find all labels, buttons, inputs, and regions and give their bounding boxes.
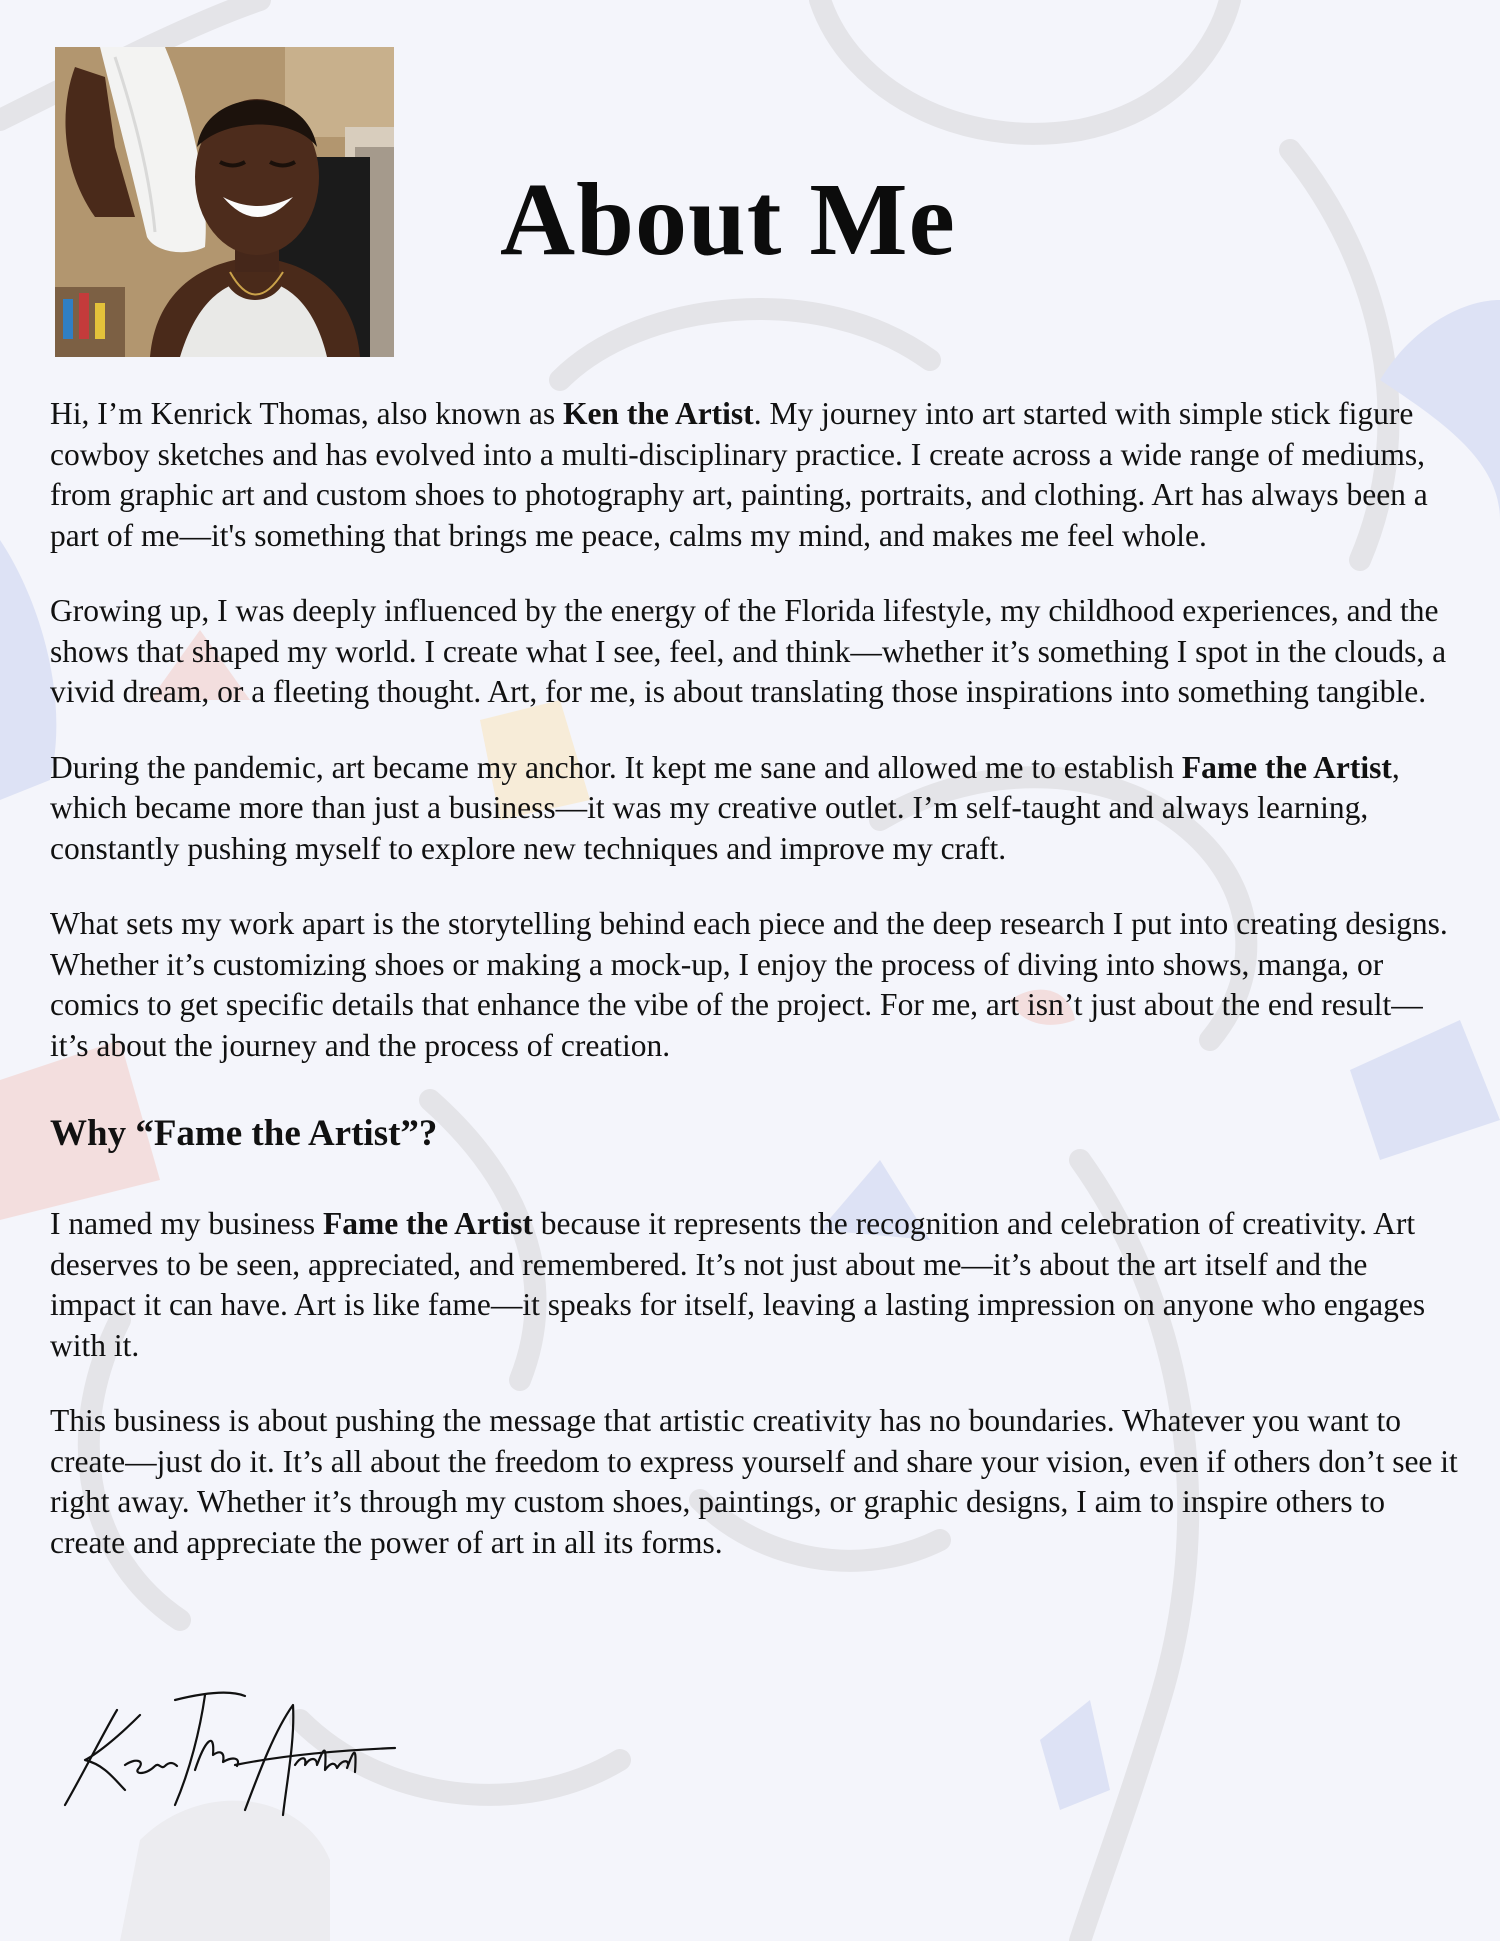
paragraph-text: because it represents the recognition and celebration of creativity. Art deserves to be seen, appreciated, and remembered. It’s not just about me—it’s about the art itself and the impact it can have. Art is like fame—it speaks for itself, leaving a lasting impression on anyone who engages with it.	[50, 1206, 1426, 1363]
paragraph-text: . My journey into art started with simple stick figure cowboy sketches and has evolved into a multi-disciplinary practice. I create across a wide range of mediums, from graphic art and custom shoes to photography art, painting, portraits, and clothing. Art has always been a part of me—it's something that brings me peace, calms my mind, and makes me feel whole.	[50, 396, 1428, 553]
paragraph-bold-business: Fame the Artist	[322, 1206, 533, 1241]
handwritten-signature	[55, 1670, 405, 1820]
paragraph-bold-business: Fame the Artist	[1181, 749, 1392, 785]
paragraph-mission: This business is about pushing the message that artistic creativity has no boundaries. Whatever you want to create—just do it. It’s all about the freedom to express yourself and share your vision, even if others don’t see it right away. Whether it’s through my custom shoes, paintings, or graphic designs, I aim to inspire others to create and appreciate the power of art in all its forms.	[50, 1403, 1458, 1560]
paragraph-bold-name: Ken the Artist	[562, 396, 754, 431]
paragraph-storytelling: What sets my work apart is the storytelling behind each piece and the deep research I put into creating designs. Whether it’s customizing shoes or making a mock-up, I enjoy the process of diving into shows, manga, or comics to get specific details that enhance the vibe of the project. For me, art isn’t just about the end result—it’s about the journey and the process of creation.	[50, 906, 1448, 1063]
paragraph-intro	[50, 394, 1460, 556]
paragraph-text: I named my business	[50, 1206, 323, 1241]
paragraph-pandemic	[50, 748, 1460, 870]
paragraph-growing-up: Growing up, I was deeply influenced by the energy of the Florida lifestyle, my childhood experiences, and the shows that shaped my world. I create what I see, feel, and think—whether it’s something I spot in the clouds, a vivid dream, or a fleeting thought. Art, for me, is about translating those inspirations into something tangible.	[50, 593, 1447, 709]
profile-photo	[55, 47, 394, 357]
paragraph-name-meaning	[50, 1204, 1460, 1366]
page-title: About Me	[500, 162, 956, 277]
paragraph-text: Hi, I’m Kenrick Thomas, also known as	[50, 396, 563, 431]
paragraph-text: During the pandemic, art became my anchor. It kept me sane and allowed me to establish	[50, 749, 1182, 785]
section-heading: Why “Fame the Artist”?	[50, 1113, 438, 1154]
paragraph-text: , which became more than just a business—it was my creative outlet. I’m self-taught and always learning, constantly pushing myself to explore new techniques and improve my craft.	[50, 749, 1400, 866]
about-body	[50, 394, 1460, 1598]
